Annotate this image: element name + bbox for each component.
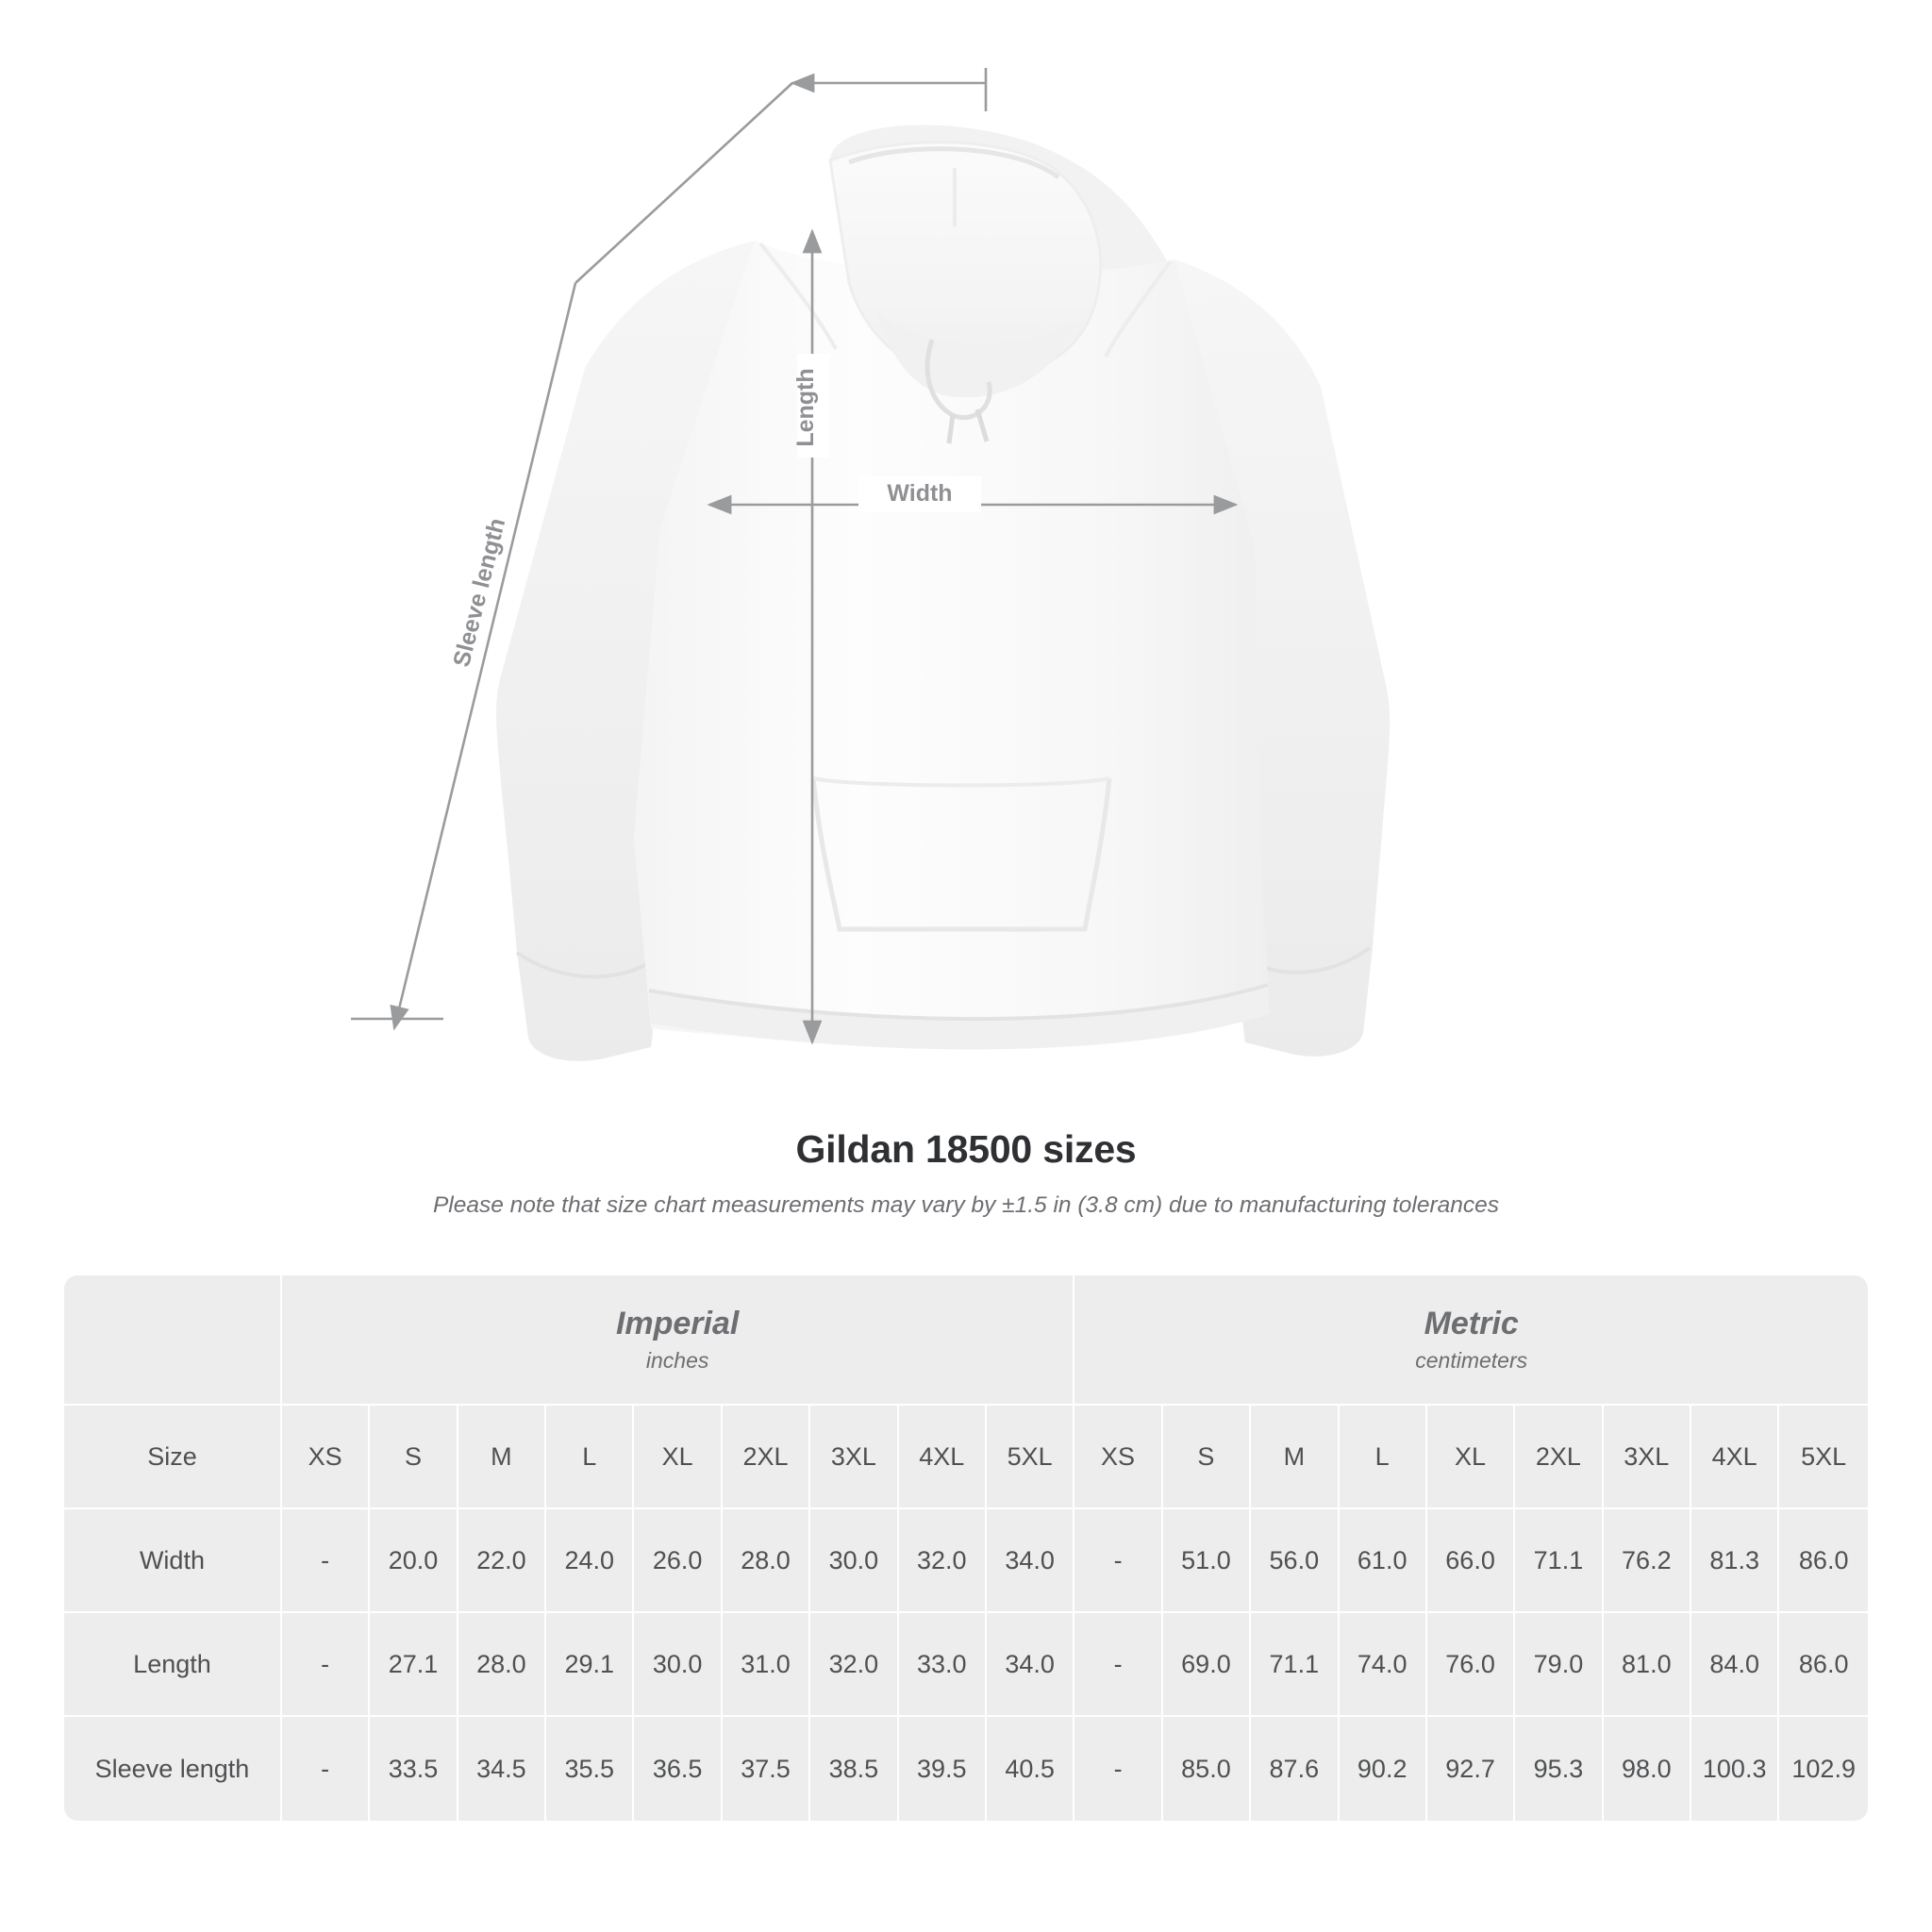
header-size-imperial-2xl: 2XL: [723, 1406, 810, 1509]
cell-width-14: 71.1: [1515, 1509, 1603, 1613]
cell-width-8: 34.0: [987, 1509, 1074, 1613]
cell-length-10: 69.0: [1163, 1613, 1251, 1717]
row-label-sleeve-length: Sleeve length: [64, 1717, 282, 1821]
cell-length-9: -: [1074, 1613, 1162, 1717]
cell-sleeve-10: 85.0: [1163, 1717, 1251, 1821]
cell-length-6: 32.0: [810, 1613, 898, 1717]
cell-length-1: 27.1: [370, 1613, 458, 1717]
header-size-imperial-s: S: [370, 1406, 458, 1509]
cell-sleeve-16: 100.3: [1691, 1717, 1779, 1821]
size-header-row: [64, 1406, 1868, 1509]
header-size-imperial-xs: XS: [282, 1406, 370, 1509]
header-size-metric-5xl: 5XL: [1779, 1406, 1868, 1509]
cell-width-12: 61.0: [1340, 1509, 1427, 1613]
header-size-imperial-3xl: 3XL: [810, 1406, 898, 1509]
cell-width-1: 20.0: [370, 1509, 458, 1613]
row-label-length: Length: [64, 1613, 282, 1717]
cell-length-3: 29.1: [546, 1613, 634, 1717]
cell-width-7: 32.0: [899, 1509, 987, 1613]
header-size-imperial-4xl: 4XL: [899, 1406, 987, 1509]
cell-length-13: 76.0: [1427, 1613, 1515, 1717]
cell-sleeve-2: 34.5: [458, 1717, 546, 1821]
cell-length-14: 79.0: [1515, 1613, 1603, 1717]
unit-imperial-sub: inches: [645, 1348, 709, 1374]
cell-length-17: 86.0: [1779, 1613, 1868, 1717]
cell-length-5: 31.0: [723, 1613, 810, 1717]
header-size-metric-xs: XS: [1074, 1406, 1162, 1509]
cell-sleeve-12: 90.2: [1340, 1717, 1427, 1821]
cell-sleeve-0: -: [282, 1717, 370, 1821]
unit-corner-cell: [64, 1275, 282, 1406]
cell-sleeve-14: 95.3: [1515, 1717, 1603, 1821]
title-block: [0, 1127, 1932, 1219]
unit-group-imperial: [282, 1275, 1074, 1406]
row-label-width: Width: [64, 1509, 282, 1613]
cell-sleeve-11: 87.6: [1251, 1717, 1339, 1821]
cell-sleeve-17: 102.9: [1779, 1717, 1868, 1821]
size-table-wrap: [64, 1275, 1868, 1821]
cell-length-15: 81.0: [1604, 1613, 1691, 1717]
cell-sleeve-13: 92.7: [1427, 1717, 1515, 1821]
header-size-metric-2xl: 2XL: [1515, 1406, 1603, 1509]
cell-sleeve-9: -: [1074, 1717, 1162, 1821]
cell-width-17: 86.0: [1779, 1509, 1868, 1613]
cell-width-9: -: [1074, 1509, 1162, 1613]
unit-imperial-name: Imperial: [615, 1305, 740, 1341]
label-length: Length: [792, 368, 819, 447]
cell-sleeve-1: 33.5: [370, 1717, 458, 1821]
cell-length-4: 30.0: [634, 1613, 722, 1717]
size-table: [64, 1275, 1868, 1821]
table-row: [64, 1509, 1868, 1613]
unit-header-row: [64, 1275, 1868, 1406]
cell-width-15: 76.2: [1604, 1509, 1691, 1613]
header-size-metric-3xl: 3XL: [1604, 1406, 1691, 1509]
header-size-metric-l: L: [1340, 1406, 1427, 1509]
cell-width-5: 28.0: [723, 1509, 810, 1613]
table-row: [64, 1717, 1868, 1821]
cell-width-11: 56.0: [1251, 1509, 1339, 1613]
cell-width-13: 66.0: [1427, 1509, 1515, 1613]
cell-length-2: 28.0: [458, 1613, 546, 1717]
header-size-metric-xl: XL: [1427, 1406, 1515, 1509]
cell-sleeve-5: 37.5: [723, 1717, 810, 1821]
header-size-imperial-xl: XL: [634, 1406, 722, 1509]
cell-sleeve-4: 36.5: [634, 1717, 722, 1821]
cell-width-2: 22.0: [458, 1509, 546, 1613]
header-size-metric-s: S: [1163, 1406, 1251, 1509]
cell-length-7: 33.0: [899, 1613, 987, 1717]
cell-width-3: 24.0: [546, 1509, 634, 1613]
cell-width-4: 26.0: [634, 1509, 722, 1613]
header-size-imperial-l: L: [546, 1406, 634, 1509]
cell-length-8: 34.0: [987, 1613, 1074, 1717]
cell-length-12: 74.0: [1340, 1613, 1427, 1717]
header-size-metric-m: M: [1251, 1406, 1339, 1509]
label-width: Width: [887, 480, 953, 507]
label-sleeve-length: Sleeve length: [448, 515, 511, 670]
header-size: Size: [64, 1406, 282, 1509]
cell-width-16: 81.3: [1691, 1509, 1779, 1613]
header-size-imperial-5xl: 5XL: [987, 1406, 1074, 1509]
table-row: [64, 1613, 1868, 1717]
unit-group-metric: [1074, 1275, 1868, 1406]
cell-length-16: 84.0: [1691, 1613, 1779, 1717]
cell-sleeve-6: 38.5: [810, 1717, 898, 1821]
hoodie-graphic: [496, 125, 1390, 1061]
tolerance-note: Please note that size chart measurements may vary by ±1.5 in (3.8 cm) due to manufacturing tolerances: [432, 1192, 1500, 1218]
cell-width-6: 30.0: [810, 1509, 898, 1613]
cell-width-10: 51.0: [1163, 1509, 1251, 1613]
header-size-imperial-m: M: [458, 1406, 546, 1509]
cell-sleeve-3: 35.5: [546, 1717, 634, 1821]
unit-metric-name: Metric: [1424, 1305, 1519, 1341]
header-size-metric-4xl: 4XL: [1691, 1406, 1779, 1509]
unit-metric-sub: centimeters: [1415, 1348, 1528, 1374]
cell-sleeve-15: 98.0: [1604, 1717, 1691, 1821]
cell-sleeve-7: 39.5: [899, 1717, 987, 1821]
cell-length-0: -: [282, 1613, 370, 1717]
cell-length-11: 71.1: [1251, 1613, 1339, 1717]
page-title: Gildan 18500 sizes: [795, 1127, 1137, 1171]
cell-width-0: -: [282, 1509, 370, 1613]
cell-sleeve-8: 40.5: [987, 1717, 1074, 1821]
